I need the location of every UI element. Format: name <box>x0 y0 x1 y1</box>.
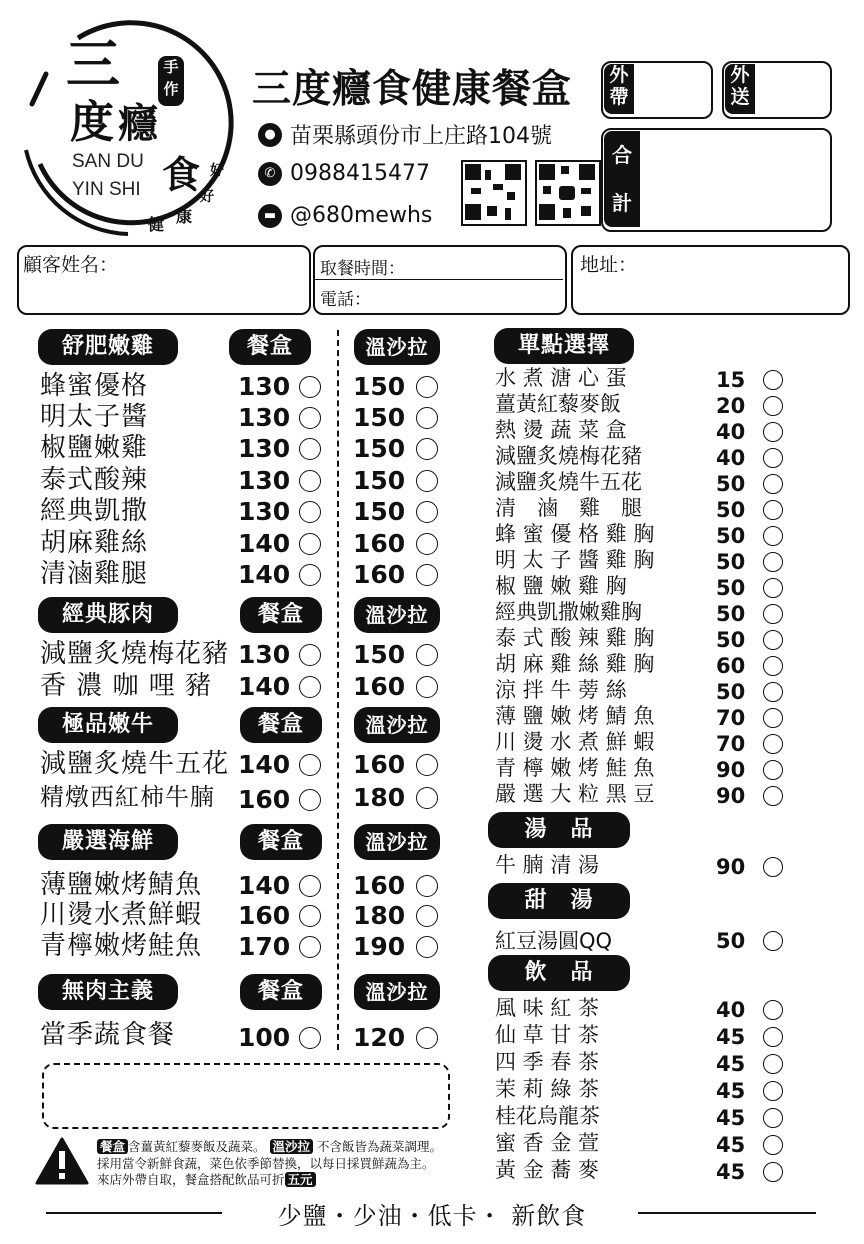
takeout-label-2: 帶 <box>609 86 629 108</box>
menu-item-price: 45 <box>716 1160 746 1184</box>
order-checkbox[interactable] <box>763 1081 783 1101</box>
warning-icon <box>35 1137 89 1185</box>
order-checkbox[interactable] <box>763 1027 783 1047</box>
line-row <box>258 203 432 228</box>
order-checkbox[interactable] <box>416 905 438 927</box>
section-title-chicken: 舒肥嫩雞 <box>38 329 178 365</box>
menu-item-price: 90 <box>716 855 746 879</box>
menu-item-name: 仙 草 甘 茶 <box>495 1023 600 1047</box>
menu-item-salad-price: 190 <box>353 932 406 961</box>
menu-item-name: 經典凱撒 <box>40 496 149 526</box>
note-line-3 <box>97 1172 316 1187</box>
menu-item-name: 青 檸 嫩 烤 鮭 魚 <box>495 756 655 780</box>
order-checkbox[interactable] <box>763 422 783 442</box>
logo-char-shi: 食 <box>162 152 201 197</box>
menu-item-price: 90 <box>716 784 746 808</box>
order-checkbox[interactable] <box>763 760 783 780</box>
menu-item-box-price: 130 <box>238 497 291 526</box>
menu-item-name: 薄鹽嫩烤鯖魚 <box>40 870 203 900</box>
col-salad-header-seafood: 溫沙拉 <box>354 824 440 860</box>
menu-item-box-price: 130 <box>238 403 291 432</box>
col-salad-header-chicken: 溫沙拉 <box>354 329 440 365</box>
order-checkbox[interactable] <box>763 857 783 877</box>
menu-item-name: 清滷雞腿 <box>40 559 149 589</box>
order-checkbox[interactable] <box>416 754 438 776</box>
menu-item-salad-price: 150 <box>353 466 406 495</box>
menu-item-name: 減鹽炙燒梅花豬 <box>495 444 642 468</box>
order-checkbox[interactable] <box>416 936 438 958</box>
menu-item-name: 椒 鹽 嫩 雞 胸 <box>495 574 627 598</box>
column-divider <box>337 330 339 1050</box>
logo-small-2: 康 <box>176 207 193 226</box>
order-checkbox[interactable] <box>416 676 438 698</box>
menu-item-name: 川 燙 水 煮 鮮 蝦 <box>495 730 655 754</box>
phone-icon: ✆ <box>258 162 282 186</box>
menu-item-price: 50 <box>716 550 746 574</box>
facebook-qr-code[interactable] <box>535 160 601 226</box>
section-title-beef: 極品嫩牛 <box>38 707 178 743</box>
order-checkbox[interactable] <box>763 500 783 520</box>
order-checkbox[interactable] <box>299 501 321 523</box>
menu-item-box-price: 130 <box>238 640 291 669</box>
order-checkbox[interactable] <box>416 875 438 897</box>
footer-line-right <box>638 1212 816 1214</box>
logo-char-du: 度 <box>70 97 114 148</box>
menu-item-salad-price: 180 <box>353 901 406 930</box>
section-title-soup: 湯 品 <box>488 812 630 848</box>
menu-item-salad-price: 160 <box>353 750 406 779</box>
order-checkbox[interactable] <box>299 789 321 811</box>
section-title-dessert: 甜 湯 <box>488 883 630 919</box>
menu-item-price: 40 <box>716 420 746 444</box>
menu-item-name: 明太子醬 <box>40 402 149 432</box>
total-label-1: 合 <box>612 143 632 167</box>
order-checkbox[interactable] <box>416 407 438 429</box>
order-checkbox[interactable] <box>763 682 783 702</box>
menu-item-box-price: 140 <box>238 560 291 589</box>
menu-item-salad-price: 150 <box>353 497 406 526</box>
order-checkbox[interactable] <box>416 438 438 460</box>
menu-item-name: 泰式酸辣 <box>40 465 149 495</box>
menu-item-price: 50 <box>716 576 746 600</box>
menu-item-price: 40 <box>716 998 746 1022</box>
menu-item-name: 減鹽炙燒牛五花 <box>40 749 230 779</box>
order-checkbox[interactable] <box>416 787 438 809</box>
menu-item-name: 泰 式 酸 辣 雞 胸 <box>495 626 655 650</box>
menu-item-name: 茉 莉 綠 茶 <box>495 1077 600 1101</box>
order-checkbox[interactable] <box>416 470 438 492</box>
order-checkbox[interactable] <box>763 526 783 546</box>
menu-item-price: 50 <box>716 628 746 652</box>
menu-item-name: 川燙水煮鮮蝦 <box>40 900 203 930</box>
menu-item-salad-price: 150 <box>353 640 406 669</box>
menu-item-box-price: 140 <box>238 750 291 779</box>
note-line-2: 採用當令新鮮食蔬，菜色依季節替換，以每日採買鮮蔬為主。 <box>97 1156 435 1171</box>
menu-item-price: 40 <box>716 446 746 470</box>
menu-item-name: 嚴 選 大 粒 黑 豆 <box>495 782 655 806</box>
col-box-header-seafood: 餐盒 <box>240 824 322 860</box>
menu-item-name: 黃 金 蕎 麥 <box>495 1158 600 1182</box>
menu-item-name: 桂花烏龍茶 <box>495 1104 600 1128</box>
menu-item-box-price: 130 <box>238 372 291 401</box>
col-box-header-pork: 餐盒 <box>240 597 322 633</box>
menu-item-name: 牛 腩 清 湯 <box>495 853 600 877</box>
menu-item-name: 風 味 紅 茶 <box>495 996 600 1020</box>
col-salad-header-pork: 溫沙拉 <box>354 597 440 633</box>
menu-item-price: 90 <box>716 758 746 782</box>
col-box-header-vegetarian: 餐盒 <box>240 974 322 1010</box>
menu-item-salad-price: 150 <box>353 434 406 463</box>
order-checkbox[interactable] <box>763 474 783 494</box>
menu-item-box-price: 100 <box>238 1023 291 1052</box>
menu-item-name: 薄 鹽 嫩 烤 鯖 魚 <box>495 704 655 728</box>
menu-item-salad-price: 160 <box>353 871 406 900</box>
section-title-drinks: 飲 品 <box>488 955 630 991</box>
menu-item-price: 45 <box>716 1052 746 1076</box>
order-checkbox[interactable] <box>416 501 438 523</box>
logo-char-yin: 癮 <box>118 100 158 147</box>
section-title-vegetarian: 無肉主義 <box>38 974 178 1010</box>
logo-small-1: 健 <box>148 215 165 234</box>
menu-item-name: 精燉西紅柿牛腩 <box>40 783 215 811</box>
order-checkbox[interactable] <box>763 630 783 650</box>
order-checkbox[interactable] <box>299 905 321 927</box>
note-line-1 <box>97 1139 442 1154</box>
order-checkbox[interactable] <box>299 470 321 492</box>
menu-item-price: 45 <box>716 1106 746 1130</box>
section-title-alacarte: 單點選擇 <box>494 328 634 364</box>
total-label-2: 計 <box>612 191 632 215</box>
col-box-header-beef: 餐盒 <box>240 707 322 743</box>
menu-item-price: 45 <box>716 1079 746 1103</box>
col-salad-header-beef: 溫沙拉 <box>354 707 440 743</box>
menu-item-name: 清 滷 雞 腿 <box>495 496 642 520</box>
menu-item-box-price: 130 <box>238 434 291 463</box>
menu-item-price: 20 <box>716 394 746 418</box>
menu-item-salad-price: 160 <box>353 672 406 701</box>
section-title-seafood: 嚴選海鮮 <box>38 824 178 860</box>
menu-item-price: 50 <box>716 472 746 496</box>
logo-made-char: 作 <box>163 80 179 98</box>
menu-item-name: 熱 燙 蔬 菜 盒 <box>495 418 627 442</box>
menu-item-salad-price: 160 <box>353 529 406 558</box>
menu-item-name: 減鹽炙燒牛五花 <box>495 470 642 494</box>
takeout-label <box>604 64 634 114</box>
order-checkbox[interactable] <box>763 1108 783 1128</box>
logo-en-line2: YIN SHI <box>72 179 141 200</box>
order-checkbox[interactable] <box>763 656 783 676</box>
menu-item-price: 45 <box>716 1025 746 1049</box>
menu-item-salad-price: 150 <box>353 403 406 432</box>
order-checkbox[interactable] <box>763 396 783 416</box>
store-title: 三度癮食健康餐盒 <box>252 67 573 112</box>
order-checkbox[interactable] <box>416 644 438 666</box>
menu-item-name: 當季蔬食餐 <box>40 1020 176 1050</box>
logo-small-3: 好 <box>210 163 224 179</box>
menu-item-name: 經典凱撒嫩雞胸 <box>495 600 642 624</box>
line-qr-code[interactable] <box>461 160 527 226</box>
menu-item-price: 50 <box>716 602 746 626</box>
order-checkbox[interactable] <box>299 875 321 897</box>
total-label <box>604 131 640 227</box>
pickup-phone-divider <box>315 279 563 280</box>
menu-item-salad-price: 120 <box>353 1023 406 1052</box>
order-checkbox[interactable] <box>299 564 321 586</box>
order-checkbox[interactable] <box>763 1135 783 1155</box>
order-checkbox[interactable] <box>299 533 321 555</box>
phone-row <box>258 161 430 186</box>
menu-item-name: 胡 麻 雞 絲 雞 胸 <box>495 652 655 676</box>
menu-item-box-price: 170 <box>238 932 291 961</box>
menu-item-name: 胡麻雞絲 <box>40 528 149 558</box>
order-checkbox[interactable] <box>299 376 321 398</box>
order-checkbox[interactable] <box>299 754 321 776</box>
line-id-text: @680mewhs <box>290 203 433 228</box>
col-salad-header-vegetarian: 溫沙拉 <box>354 974 440 1010</box>
col-box-header-chicken: 餐盒 <box>229 329 311 365</box>
order-checkbox[interactable] <box>299 438 321 460</box>
menu-item-name: 四 季 春 茶 <box>495 1050 600 1074</box>
order-checkbox[interactable] <box>416 564 438 586</box>
menu-item-box-price: 160 <box>238 785 291 814</box>
order-checkbox[interactable] <box>763 786 783 806</box>
logo-handmade-badge <box>158 56 184 106</box>
menu-item-salad-price: 150 <box>353 372 406 401</box>
menu-item-name: 蜜 香 金 萱 <box>495 1131 600 1155</box>
menu-item-salad-price: 180 <box>353 783 406 812</box>
menu-item-price: 50 <box>716 680 746 704</box>
menu-item-price: 50 <box>716 498 746 522</box>
order-checkbox[interactable] <box>763 1054 783 1074</box>
menu-item-name: 青檸嫩烤鮭魚 <box>40 931 203 961</box>
menu-item-price: 60 <box>716 654 746 678</box>
phone-text: 0988415477 <box>290 161 430 186</box>
note-tag-salad: 溫沙拉 <box>270 1139 314 1154</box>
order-checkbox[interactable] <box>299 676 321 698</box>
order-checkbox[interactable] <box>763 552 783 572</box>
menu-item-salad-price: 160 <box>353 560 406 589</box>
order-checkbox[interactable] <box>763 1000 783 1020</box>
menu-item-name: 薑黃紅藜麥飯 <box>495 392 621 416</box>
pickup-time-label: 取餐時間： <box>320 259 405 279</box>
menu-item-name: 明 太 子 醬 雞 胸 <box>495 548 655 572</box>
menu-item-box-price: 140 <box>238 529 291 558</box>
menu-item-box-price: 140 <box>238 871 291 900</box>
order-checkbox[interactable] <box>763 931 783 951</box>
note-line-3-text: 來店外帶自取，餐盒搭配飲品可折 <box>97 1172 285 1187</box>
footer-slogan: 少鹽・少油・低卡・ 新飲食 <box>277 1202 587 1230</box>
menu-item-price: 70 <box>716 706 746 730</box>
order-checkbox[interactable] <box>763 578 783 598</box>
order-checkbox[interactable] <box>763 448 783 468</box>
note-tag-box: 餐盒 <box>97 1139 128 1154</box>
order-checkbox[interactable] <box>416 533 438 555</box>
menu-item-price: 45 <box>716 1133 746 1157</box>
logo-small-4: 好 <box>200 189 214 205</box>
order-checkbox[interactable] <box>416 1027 438 1049</box>
order-checkbox[interactable] <box>299 644 321 666</box>
menu-item-name: 涼 拌 牛 蒡 絲 <box>495 678 627 702</box>
logo-char-san: 三 <box>66 32 120 96</box>
address-text: 苗栗縣頭份市上庄路104號 <box>290 124 552 149</box>
order-checkbox[interactable] <box>299 407 321 429</box>
delivery-label <box>725 64 755 114</box>
takeout-label-1: 外 <box>609 64 629 86</box>
menu-item-name: 椒鹽嫩雞 <box>40 433 149 463</box>
order-checkbox[interactable] <box>299 1027 321 1049</box>
menu-item-name: 香 濃 咖 哩 豬 <box>40 671 213 701</box>
section-title-pork: 經典豚肉 <box>38 597 178 633</box>
menu-item-box-price: 160 <box>238 901 291 930</box>
order-checkbox[interactable] <box>416 376 438 398</box>
order-checkbox[interactable] <box>763 708 783 728</box>
note-tag-discount: 五元 <box>285 1172 316 1187</box>
menu-item-price: 50 <box>716 524 746 548</box>
menu-item-box-price: 140 <box>238 672 291 701</box>
address-row <box>258 119 552 150</box>
notes-input-box[interactable] <box>42 1063 450 1129</box>
menu-item-name: 蜂 蜜 優 格 雞 胸 <box>495 522 655 546</box>
phone-label: 電話： <box>320 290 371 310</box>
order-checkbox[interactable] <box>299 936 321 958</box>
menu-item-price: 70 <box>716 732 746 756</box>
line-icon: ▬ <box>258 204 282 228</box>
menu-item-name: 減鹽炙燒梅花豬 <box>40 639 230 669</box>
map-pin-icon: ● <box>258 123 282 147</box>
order-checkbox[interactable] <box>763 370 783 390</box>
logo-en-line1: SAN DU <box>72 151 144 172</box>
note-line-1a: 含薑黃紅藜麥飯及蔬菜。 <box>128 1139 266 1154</box>
logo-hand-char: 手 <box>163 58 179 76</box>
menu-item-box-price: 130 <box>238 466 291 495</box>
note-line-1b: 不含飯皆為蔬菜調理。 <box>317 1139 443 1154</box>
menu-item-price: 50 <box>716 929 746 953</box>
delivery-label-1: 外 <box>730 64 750 86</box>
menu-item-name: 蜂蜜優格 <box>40 371 149 401</box>
order-checkbox[interactable] <box>763 734 783 754</box>
order-checkbox[interactable] <box>763 1162 783 1182</box>
address-label: 地址： <box>580 254 638 276</box>
customer-name-label: 顧客姓名： <box>23 254 119 276</box>
menu-item-price: 15 <box>716 368 746 392</box>
order-checkbox[interactable] <box>763 604 783 624</box>
menu-item-name: 水 煮 溏 心 蛋 <box>495 366 627 390</box>
menu-item-name: 紅豆湯圓QQ <box>495 929 613 953</box>
delivery-label-2: 送 <box>730 86 750 108</box>
